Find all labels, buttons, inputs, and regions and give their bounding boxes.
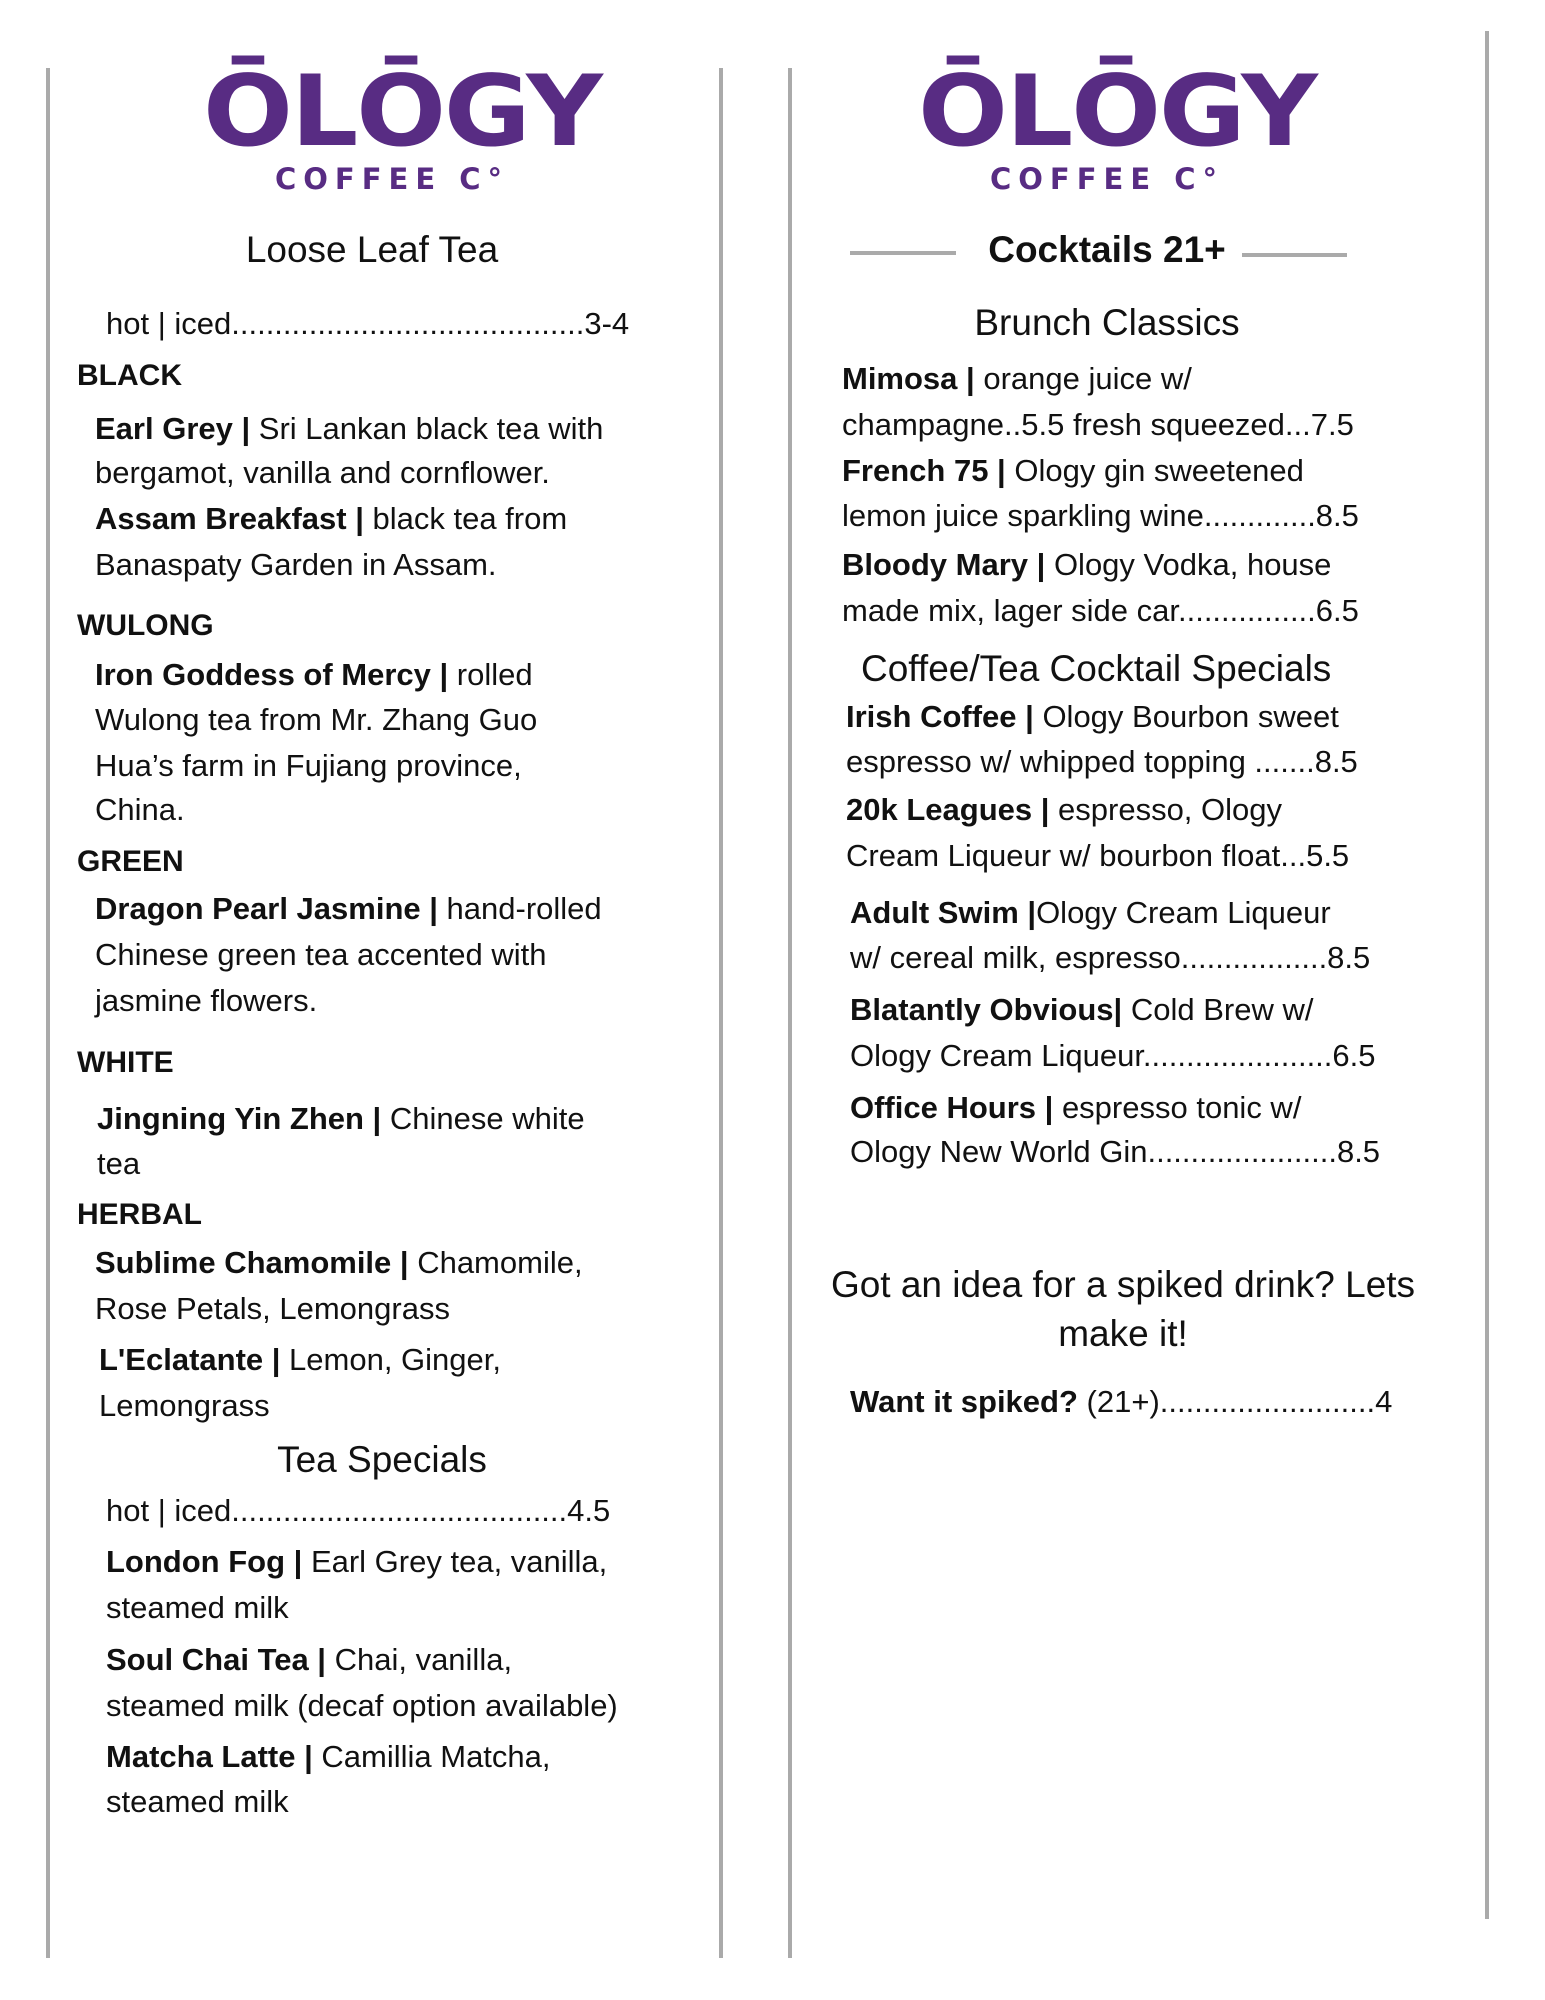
- item-name: London Fog |: [106, 1544, 303, 1579]
- item-desc: rolled: [448, 657, 533, 692]
- brand-logo-right: [918, 55, 1316, 196]
- menu-item-want-it-spiked: [850, 1384, 1392, 1420]
- menu-item-soul-chai: [106, 1642, 512, 1678]
- item-desc: Earl Grey tea, vanilla,: [302, 1544, 608, 1579]
- menu-item-dragon-pearl: [95, 891, 602, 927]
- menu-item-french-75: [842, 453, 1304, 489]
- menu-item-irish-coffee-desc: espresso w/ whipped topping .......8.5: [846, 744, 1358, 779]
- menu-item-assam: [95, 501, 567, 537]
- menu-item-iron-goddess-desc: Wulong tea from Mr. Zhang Guo: [95, 702, 538, 737]
- item-name: Irish Coffee |: [846, 699, 1034, 734]
- item-desc: Camillia Matcha,: [312, 1739, 551, 1774]
- item-desc: espresso tonic w/: [1053, 1090, 1302, 1125]
- item-name: Iron Goddess of Mercy |: [95, 657, 449, 692]
- item-name: Dragon Pearl Jasmine |: [95, 891, 438, 926]
- menu-item-mimosa: [842, 361, 1192, 397]
- menu-item-20k-leagues: [846, 792, 1282, 828]
- brand-subtitle: COFFEE C°: [989, 162, 1225, 196]
- menu-item-iron-goddess: [95, 657, 533, 693]
- tea-specials-price-line: hot | iced.......................................4.5: [106, 1493, 611, 1528]
- left-panel-right-border: [719, 68, 723, 1958]
- brunch-classics-title: Brunch Classics: [974, 302, 1240, 343]
- right-panel-left-border: [788, 68, 792, 1958]
- item-name: Bloody Mary |: [842, 547, 1046, 582]
- menu-item-iron-goddess-desc: Hua’s farm in Fujiang province,: [95, 748, 522, 783]
- menu-item-leclatante-desc: Lemongrass: [99, 1388, 270, 1423]
- item-name: Earl Grey |: [95, 411, 251, 446]
- category-herbal: HERBAL: [77, 1198, 202, 1231]
- menu-item-sublime-chamomile: [95, 1245, 583, 1281]
- menu-item-earl-grey-desc: bergamot, vanilla and cornflower.: [95, 455, 550, 490]
- menu-item-blatantly-obvious: [850, 992, 1313, 1028]
- cocktails-title: Cocktails 21+: [988, 229, 1226, 270]
- item-desc: black tea from: [363, 501, 568, 536]
- item-name: Mimosa |: [842, 361, 975, 396]
- brand-subtitle: COFFEE C°: [274, 162, 510, 196]
- item-desc: orange juice w/: [974, 361, 1192, 396]
- item-name: Matcha Latte |: [106, 1739, 313, 1774]
- item-desc: Ology Vodka, house: [1045, 547, 1332, 582]
- menu-item-irish-coffee: [846, 699, 1339, 735]
- menu-item-blatantly-obvious-desc: Ology Cream Liqueur......................6.5: [850, 1038, 1376, 1073]
- cocktails-title-rule-left: [850, 251, 956, 255]
- category-green: GREEN: [77, 845, 184, 878]
- menu-item-iron-goddess-desc: China.: [95, 792, 185, 827]
- menu-item-mimosa-desc: champagne..5.5 fresh squeezed...7.5: [842, 407, 1354, 442]
- category-white: WHITE: [77, 1046, 174, 1079]
- menu-item-leclatante: [99, 1342, 501, 1378]
- loose-leaf-tea-title: Loose Leaf Tea: [245, 229, 499, 270]
- item-desc: Sri Lankan black tea with: [250, 411, 604, 446]
- menu-item-jingning-desc: tea: [97, 1146, 141, 1181]
- coffee-tea-cocktail-specials-title: Coffee/Tea Cocktail Specials: [861, 648, 1332, 689]
- category-black: BLACK: [77, 359, 182, 392]
- item-name: Blatantly Obvious|: [850, 992, 1123, 1027]
- right-panel-right-border: [1485, 31, 1489, 1919]
- menu-item-adult-swim: [850, 895, 1331, 931]
- menu-item-dragon-pearl-desc: Chinese green tea accented with: [95, 937, 547, 972]
- item-desc: Chamomile,: [408, 1245, 583, 1280]
- menu-item-french-75-desc: lemon juice sparkling wine.............8.5: [842, 498, 1359, 533]
- menu-item-adult-swim-desc: w/ cereal milk, espresso.................8.5: [850, 940, 1371, 975]
- item-desc: Ology gin sweetened: [1005, 453, 1304, 488]
- item-desc: Ology Bourbon sweet: [1033, 699, 1339, 734]
- menu-item-matcha-latte: [106, 1739, 551, 1775]
- item-name: L'Eclatante |: [99, 1342, 281, 1377]
- brand-name: ŌLŌGY: [203, 55, 601, 169]
- spiked-idea-line1: Got an idea for a spiked drink? Lets: [830, 1264, 1416, 1305]
- menu-item-matcha-latte-desc: steamed milk: [106, 1784, 289, 1819]
- menu-item-office-hours: [850, 1090, 1301, 1126]
- item-name: Soul Chai Tea |: [106, 1642, 326, 1677]
- menu-item-jingning: [97, 1101, 585, 1137]
- item-desc: Chinese white: [381, 1101, 585, 1136]
- menu-item-office-hours-desc: Ology New World Gin......................8.5: [850, 1134, 1381, 1169]
- left-panel-left-border: [46, 68, 50, 1958]
- item-name: 20k Leagues |: [846, 792, 1050, 827]
- menu-item-sublime-chamomile-desc: Rose Petals, Lemongrass: [95, 1291, 450, 1326]
- brand-name: ŌLŌGY: [918, 55, 1316, 169]
- menu-item-assam-desc: Banaspaty Garden in Assam.: [95, 547, 497, 582]
- menu-item-20k-leagues-desc: Cream Liqueur w/ bourbon float...5.5: [846, 838, 1350, 873]
- menu-item-soul-chai-desc: steamed milk (decaf option available): [106, 1688, 618, 1723]
- item-desc: Chai, vanilla,: [325, 1642, 513, 1677]
- menu-item-dragon-pearl-desc: jasmine flowers.: [95, 983, 318, 1018]
- loose-leaf-price-line: hot | iced.........................................3-4: [106, 306, 630, 341]
- item-desc: Lemon, Ginger,: [280, 1342, 502, 1377]
- item-name: Sublime Chamomile |: [95, 1245, 409, 1280]
- spiked-idea-line2: make it!: [1058, 1313, 1188, 1354]
- item-name: Adult Swim |: [850, 895, 1037, 930]
- item-desc: Cold Brew w/: [1122, 992, 1314, 1027]
- item-desc: (21+).........................4: [1077, 1384, 1393, 1419]
- item-desc: hand-rolled: [437, 891, 602, 926]
- item-desc: espresso, Ology: [1049, 792, 1283, 827]
- item-name: Jingning Yin Zhen |: [97, 1101, 382, 1136]
- menu-item-bloody-mary-desc: made mix, lager side car................6.5: [842, 593, 1359, 628]
- menu-item-bloody-mary: [842, 547, 1331, 583]
- menu-item-london-fog-desc: steamed milk: [106, 1590, 289, 1625]
- menu-item-london-fog: [106, 1544, 607, 1580]
- tea-specials-title: Tea Specials: [277, 1439, 487, 1480]
- item-name: Want it spiked?: [850, 1384, 1078, 1419]
- brand-logo-left: [203, 55, 601, 196]
- item-name: French 75 |: [842, 453, 1006, 488]
- cocktails-title-rule-right: [1242, 253, 1347, 257]
- item-desc: Ology Cream Liqueur: [1036, 895, 1331, 930]
- item-name: Assam Breakfast |: [95, 501, 364, 536]
- item-name: Office Hours |: [850, 1090, 1054, 1125]
- menu-item-earl-grey: [95, 411, 603, 447]
- category-wulong: WULONG: [77, 609, 214, 642]
